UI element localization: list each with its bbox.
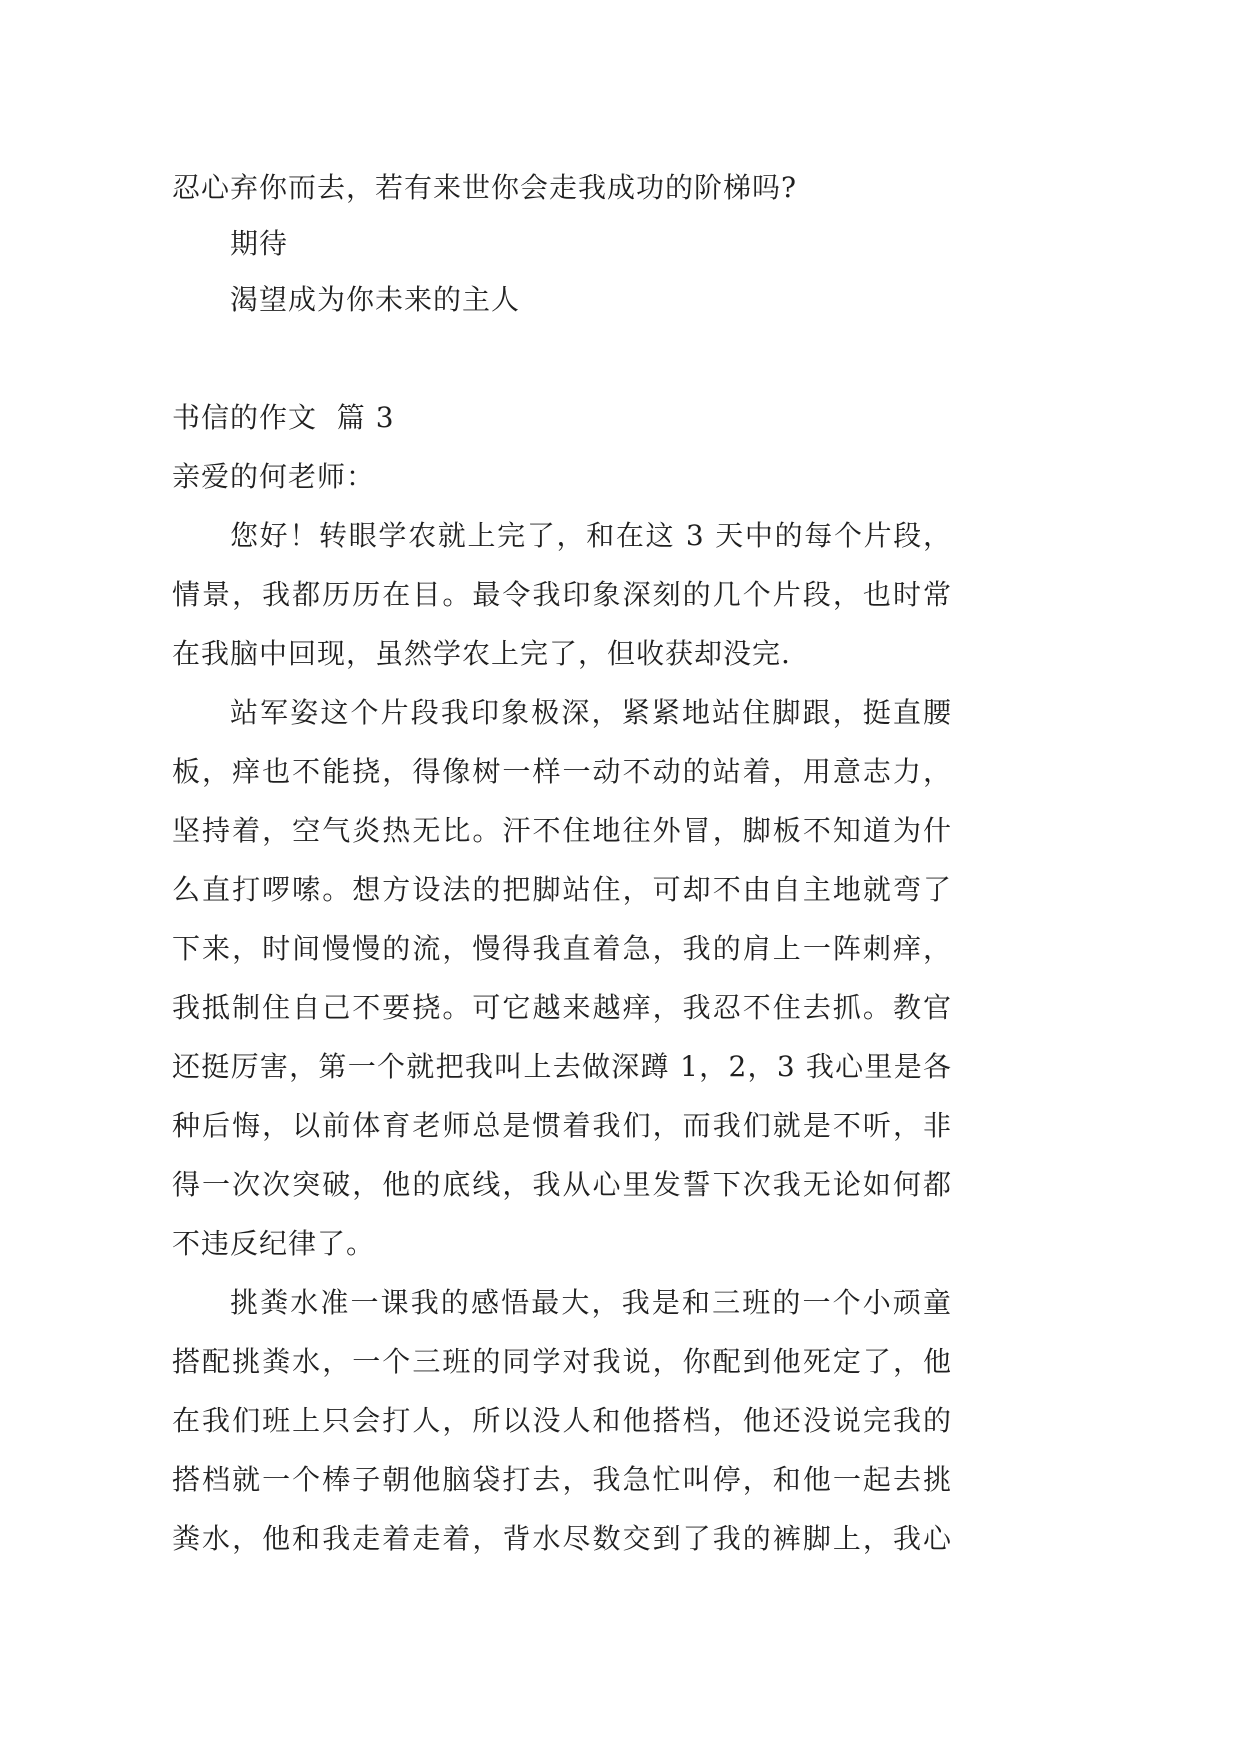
- text-line: 不违反纪律了。: [172, 1227, 376, 1260]
- text-line: 挑粪水准一课我的感悟最大，我是和三班的一个小顽童: [230, 1286, 952, 1319]
- text-line: 下来，时间慢慢的流，慢得我直着急，我的肩上一阵刺痒，: [172, 932, 952, 965]
- text-line: 我抵制住自己不要挠。可它越来越痒，我忍不住去抓。教官: [172, 991, 952, 1024]
- salutation: 亲爱的何老师：: [172, 460, 376, 493]
- text-line: 搭档就一个棒子朝他脑袋打去，我急忙叫停，和他一起去挑: [172, 1463, 952, 1496]
- essay-heading: 书信的作文 篇 3: [172, 401, 395, 434]
- text-line: 忍心弃你而去，若有来世你会走我成功的阶梯吗?: [172, 171, 798, 204]
- text-line: 搭配挑粪水，一个三班的同学对我说，你配到他死定了，他: [172, 1345, 952, 1378]
- previous-letter-ending: [172, 160, 952, 328]
- letter-closing: 期待: [230, 227, 289, 260]
- text-line: 您好！转眼学农就上完了，和在这 3 天中的每个片段，: [230, 519, 952, 552]
- text-line: 得一次次突破，他的底线，我从心里发誓下次我无论如何都: [172, 1168, 952, 1201]
- text-line: 情景，我都历历在目。最令我印象深刻的几个片段，也时常: [172, 578, 952, 611]
- text-line: 么直打啰嗦。想方设法的把脚站住，可却不由自主地就弯了: [172, 873, 952, 906]
- paragraph: [172, 683, 952, 1273]
- text-line: 粪水，他和我走着走着，背水尽数交到了我的裤脚上，我心: [172, 1522, 952, 1555]
- text-line: 板，痒也不能挠，得像树一样一动不动的站着，用意志力，: [172, 755, 952, 788]
- text-line: 还挺厉害，第一个就把我叫上去做深蹲 1，2，3 我心里是各: [172, 1050, 952, 1083]
- text-line: 坚持着，空气炎热无比。汗不住地往外冒，脚板不知道为什: [172, 814, 952, 847]
- text-line: 在我们班上只会打人，所以没人和他搭档，他还没说完我的: [172, 1404, 952, 1437]
- paragraph: [172, 506, 952, 683]
- essay: [172, 388, 952, 1568]
- letter-signature: 渴望成为你未来的主人: [230, 283, 521, 316]
- text-line: 站军姿这个片段我印象极深，紧紧地站住脚跟，挺直腰: [230, 696, 952, 729]
- text-line: 在我脑中回现，虽然学农上完了，但收获却没完.: [172, 637, 791, 670]
- paragraph: [172, 1273, 952, 1568]
- text-line: 种后悔，以前体育老师总是惯着我们，而我们就是不听，非: [172, 1109, 952, 1142]
